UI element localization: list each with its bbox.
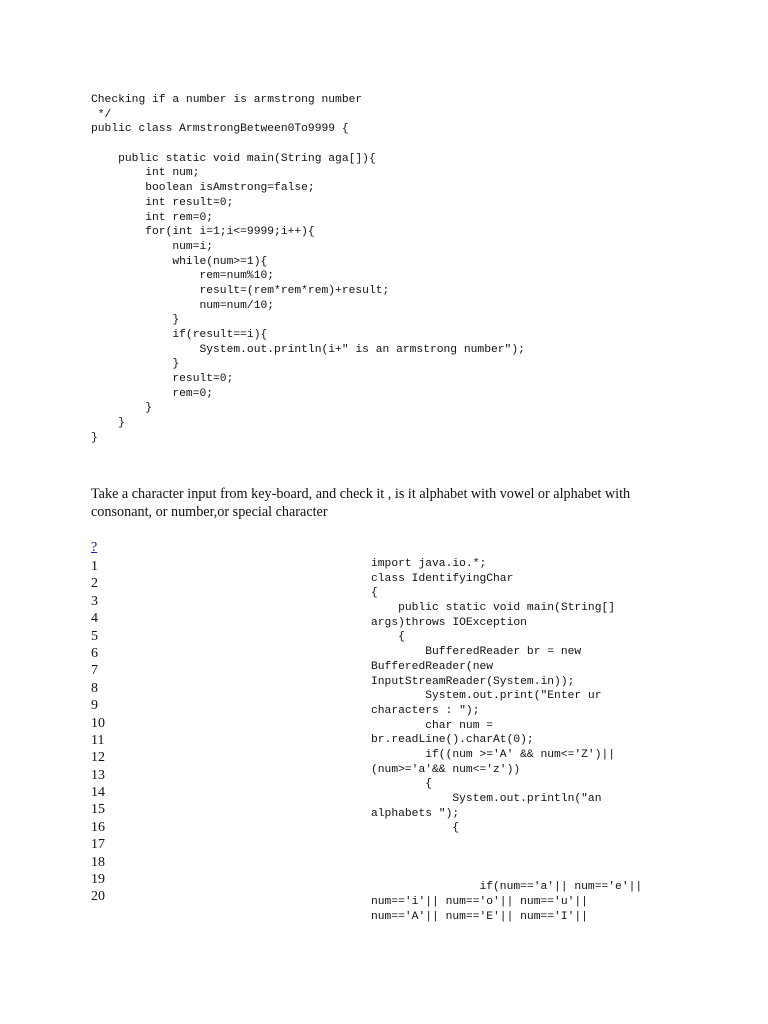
code-line: } bbox=[91, 402, 153, 415]
line-number: 19 bbox=[91, 872, 105, 888]
line-number: 1 bbox=[91, 559, 98, 574]
code-line bbox=[91, 137, 525, 152]
code-line: br.readLine().charAt(0); bbox=[371, 734, 534, 747]
code-line: import java.io.*; bbox=[371, 558, 487, 570]
code-line: } bbox=[91, 417, 125, 430]
code-line: char num = bbox=[371, 719, 494, 732]
code-line: System.out.println("an bbox=[371, 793, 602, 805]
code-line: } bbox=[91, 431, 98, 444]
line-number: 9 bbox=[91, 698, 98, 714]
code-line: rem=num%10; bbox=[91, 270, 275, 283]
code-line: (num>='a'&& num<='z')) bbox=[371, 763, 521, 776]
code-line: args)throws IOException bbox=[371, 616, 527, 629]
code-line bbox=[371, 836, 642, 851]
code-line: System.out.print("Enter ur bbox=[371, 690, 602, 703]
code-line: int result=0; bbox=[91, 196, 234, 209]
code-line: { bbox=[371, 631, 405, 644]
code-line: int num; bbox=[91, 167, 200, 180]
code-line: num=='i'|| num=='o'|| num=='u'|| bbox=[371, 895, 588, 908]
code-line: { bbox=[371, 778, 433, 791]
code-line: rem=0; bbox=[91, 387, 214, 400]
code-line: num=i; bbox=[91, 240, 214, 253]
code-line: alphabets "); bbox=[371, 807, 460, 820]
task-description: Take a character input from key-board, and check it , is it alphabet with vowel or alphabet with consonant, or number,or special character bbox=[91, 486, 631, 520]
line-number: 7 bbox=[91, 663, 98, 679]
code-line bbox=[371, 865, 642, 880]
line-number: 10 bbox=[91, 715, 105, 731]
armstrong-code-block bbox=[91, 93, 525, 446]
line-number: 18 bbox=[91, 854, 105, 870]
line-number: 4 bbox=[91, 611, 98, 627]
line-number: 20 bbox=[91, 889, 105, 905]
line-number: 13 bbox=[91, 767, 105, 783]
code-line: if((num >='A' && num<='Z')|| bbox=[371, 748, 616, 761]
code-line: class IdentifyingChar bbox=[371, 572, 514, 585]
code-line: while(num>=1){ bbox=[91, 255, 268, 268]
identifying-char-code-block bbox=[371, 557, 642, 924]
line-number: 12 bbox=[91, 750, 105, 766]
code-line: BufferedReader br = new bbox=[371, 646, 582, 659]
code-line: characters : "); bbox=[371, 704, 480, 717]
code-line: InputStreamReader(System.in)); bbox=[371, 675, 575, 688]
code-line: public static void main(String[] bbox=[371, 602, 616, 615]
code-line: } bbox=[91, 314, 180, 327]
code-line: int rem=0; bbox=[91, 211, 214, 224]
code-line: public static void main(String aga[]){ bbox=[91, 152, 376, 165]
line-number: 2 bbox=[91, 576, 98, 592]
code-line: result=(rem*rem*rem)+result; bbox=[91, 284, 390, 297]
code-line: public class ArmstrongBetween0To9999 { bbox=[91, 123, 349, 136]
view-source-link[interactable]: ? bbox=[91, 540, 98, 555]
code-line: BufferedReader(new bbox=[371, 660, 494, 673]
line-number: 14 bbox=[91, 785, 105, 801]
line-number: 16 bbox=[91, 819, 105, 835]
code-line: System.out.println(i+" is an armstrong number"); bbox=[91, 343, 525, 356]
line-number: 15 bbox=[91, 802, 105, 818]
code-line: { bbox=[371, 822, 460, 835]
line-number: 11 bbox=[91, 732, 105, 748]
code-line: Checking if a number is armstrong number bbox=[91, 94, 363, 106]
code-line: result=0; bbox=[91, 373, 234, 386]
line-number: 3 bbox=[91, 593, 98, 609]
code-line: } bbox=[91, 358, 180, 371]
code-line: */ bbox=[91, 108, 112, 121]
code-line: num=num/10; bbox=[91, 299, 275, 312]
line-number: 17 bbox=[91, 837, 105, 853]
code-line: num=='A'|| num=='E'|| num=='I'|| bbox=[371, 910, 588, 923]
line-numbers bbox=[91, 558, 105, 906]
code-line: boolean isAmstrong=false; bbox=[91, 182, 315, 195]
code-line: { bbox=[371, 587, 378, 600]
line-number: 6 bbox=[91, 645, 98, 661]
code-line: if(num=='a'|| num=='e'|| bbox=[371, 881, 643, 894]
line-number: 5 bbox=[91, 628, 98, 644]
code-line: for(int i=1;i<=9999;i++){ bbox=[91, 226, 315, 239]
code-line: if(result==i){ bbox=[91, 329, 268, 341]
code-line bbox=[371, 851, 642, 866]
line-number: 8 bbox=[91, 680, 98, 696]
